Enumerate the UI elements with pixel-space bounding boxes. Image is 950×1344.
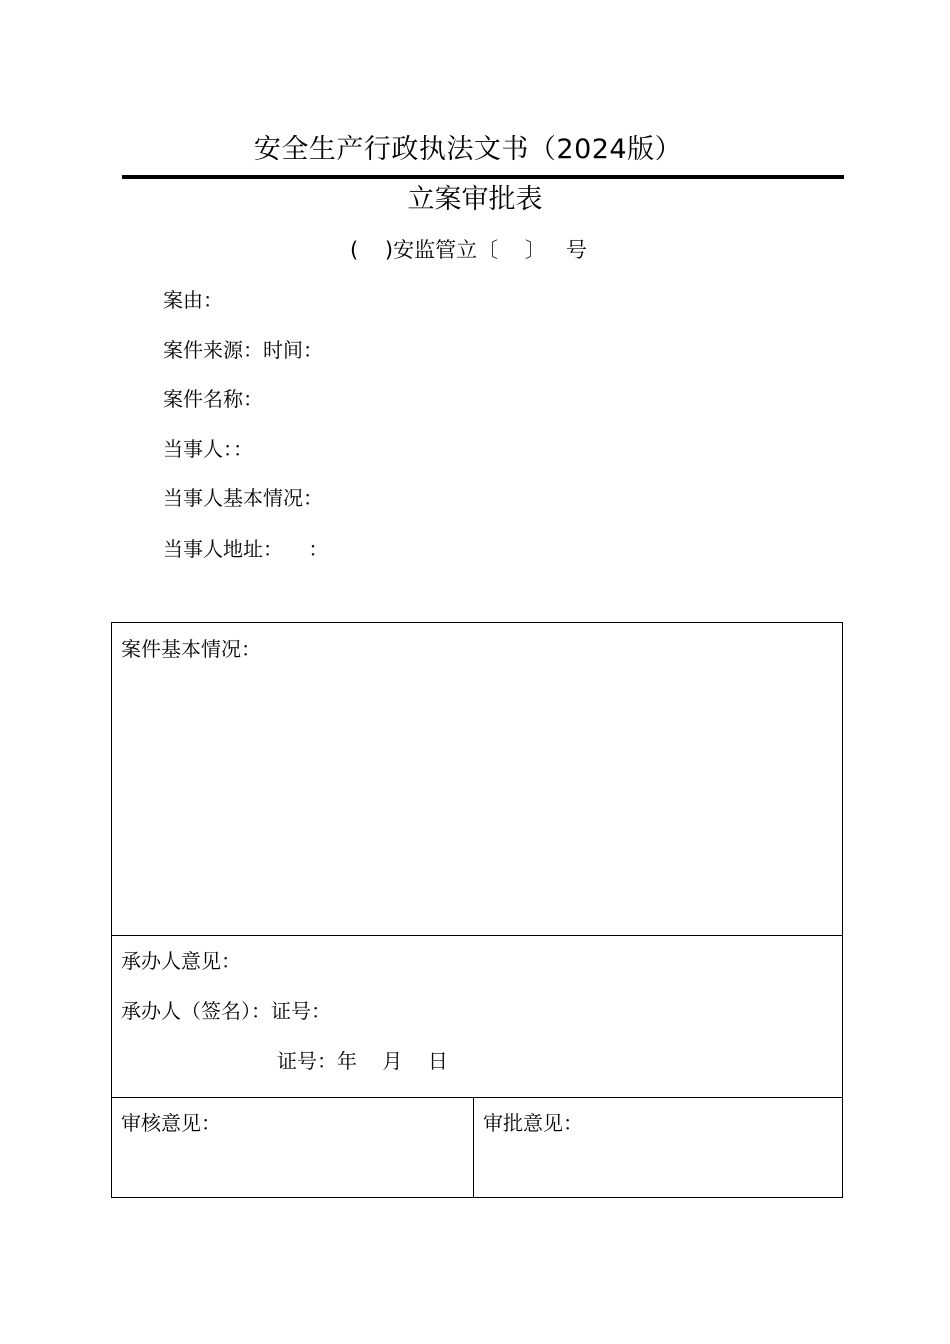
- form-title: 立案审批表: [407, 184, 543, 215]
- handler-sign-label: 承办人（签名）：证号：: [121, 999, 331, 1023]
- table-row-divider: [112, 1097, 842, 1098]
- document-title: 安全生产行政执法文书（2024版）: [253, 134, 683, 165]
- party-basic-info-field: 当事人基本情况：: [163, 486, 323, 510]
- case-basic-info-label: 案件基本情况：: [121, 637, 261, 661]
- case-name-field: 案件名称：: [163, 387, 263, 411]
- party-address-field: 当事人地址： ：: [163, 537, 329, 561]
- case-source-field: 案件来源：时间：: [163, 338, 323, 362]
- approval-table: [111, 622, 843, 1198]
- sign-date-label: 证号：年 月 日: [277, 1049, 448, 1073]
- title-divider: [122, 175, 844, 179]
- case-cause-field: 案由：: [163, 288, 223, 312]
- table-row-divider: [112, 935, 842, 936]
- party-field: 当事人：：: [163, 437, 253, 461]
- handler-opinion-label: 承办人意见：: [121, 949, 241, 973]
- table-column-divider: [473, 1097, 474, 1197]
- approval-opinion-label: 审批意见：: [483, 1111, 583, 1135]
- review-opinion-label: 审核意见：: [121, 1111, 221, 1135]
- document-number-line: ( )安监管立〔 〕 号: [350, 238, 587, 262]
